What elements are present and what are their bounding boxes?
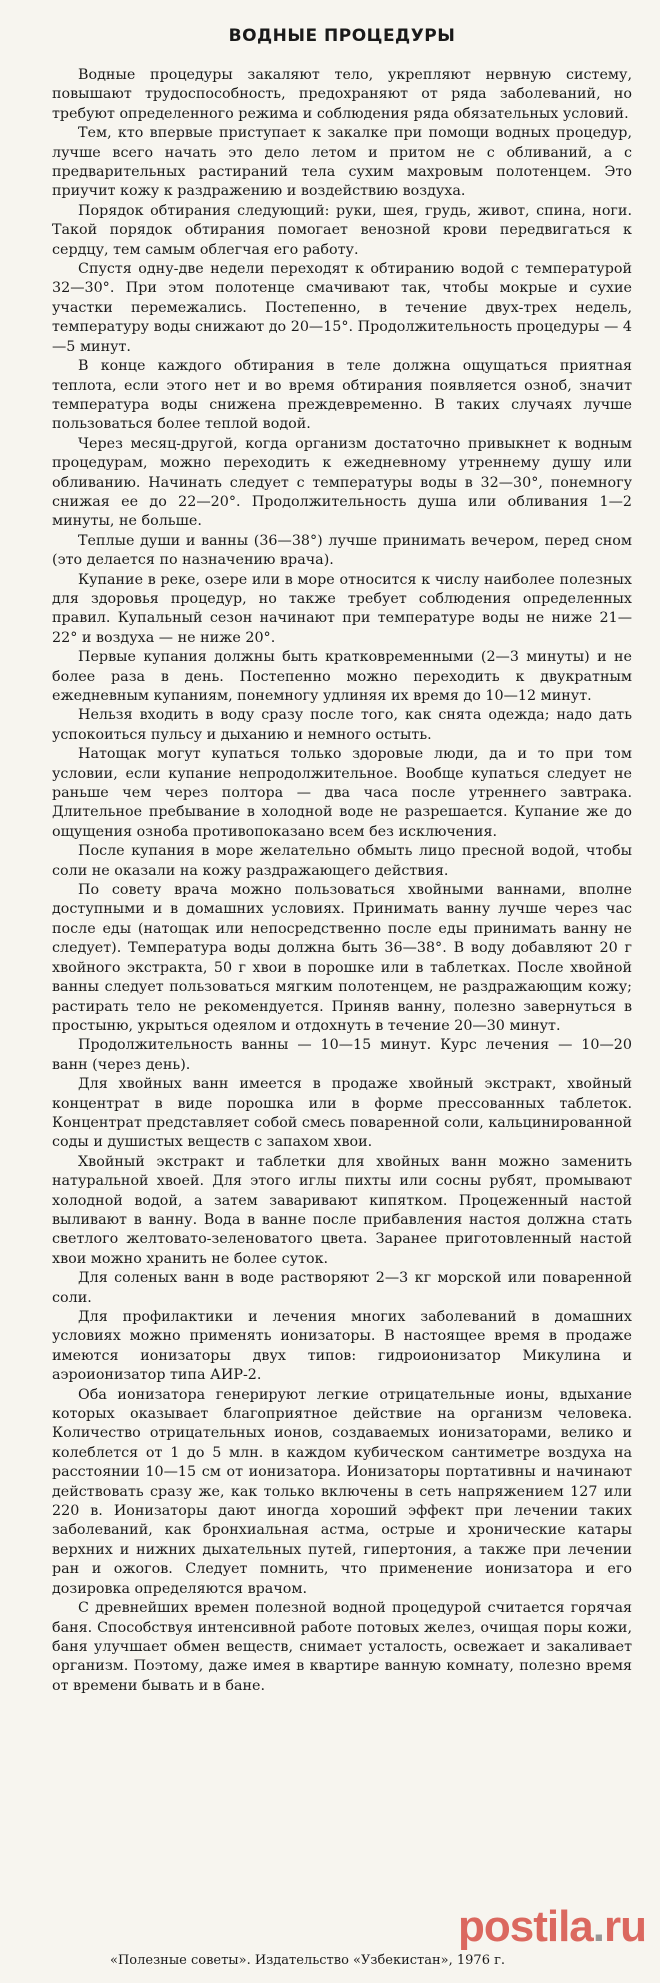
paragraph: Для профилактики и лечения многих заболеваний в домашних условиях можно применять ионизаторы. В настоящее время в продаже имеются ионизаторы двух типов: гидроионизатор Микулина и аэроионизатор типа АИР-2.	[52, 1309, 632, 1384]
paragraph: Для хвойных ванн имеется в продаже хвойный экстракт, хвойный концентрат в виде порошка или в форме прессованных таблеток. Концентрат представляет собой смесь поваренной соли, кальцинированной соды и душистых веществ с запахом хвои.	[52, 1076, 632, 1151]
paragraph: В конце каждого обтирания в теле должна ощущаться приятная теплота, если этого нет и во время обтирания появляется озноб, значит температура воды снижена преждевременно. В таких случаях лучше пользоваться более теплой водой.	[52, 358, 632, 433]
paragraph: Через месяц-другой, когда организм достаточно привыкнет к водным процедурам, можно переходить к ежедневному утреннему душу или обливанию. Начинать следует с температуры воды в 32—30°, понемногу снижая ее до 22—20°. Продолжительность душа или обливания 1—2 минуты, не больше.	[52, 435, 632, 530]
paragraph: Спустя одну-две недели переходят к обтиранию водой с температурой 32—30°. При этом полотенце смачивают так, чтобы мокрые и сухие участки перемежались. Постепенно, в течение двух-трех недель, температуру воды снижают до 20—15°. Продолжительность процедуры — 4—5 минут.	[52, 261, 632, 355]
paragraph: После купания в море желательно обмыть лицо пресной водой, чтобы соли не оказали на кожу раздражающего действия.	[52, 843, 632, 879]
article-body	[52, 66, 632, 1696]
paragraph: Для соленых ванн в воде растворяют 2—3 кг морской или поваренной соли.	[52, 1270, 632, 1306]
paragraph: Нельзя входить в воду сразу после того, как снята одежда; надо дать успокоиться пульсу и дыханию и немного остыть.	[52, 707, 632, 743]
paragraph: Теплые души и ванны (36—38°) лучше принимать вечером, перед сном (это делается по назначению врача).	[52, 532, 632, 569]
paragraph: Натощак могут купаться только здоровые люди, да и то при том условии, если купание непродолжительное. Вообще купаться следует не раньше чем через полтора — два часа после утреннего завтрака. Длительное пребывание в холодной воде не разрешается. Купание же до ощущения озноба противопоказано всем без исключения.	[52, 746, 632, 840]
paragraph: Порядок обтирания следующий: руки, шея, грудь, живот, спина, ноги. Такой порядок обтирания помогает венозной крови передвигаться к сердцу, тем самым облегчая его работу.	[52, 202, 632, 258]
page-title: ВОДНЫЕ ПРОЦЕДУРЫ	[228, 26, 456, 46]
source-citation: «Полезные советы». Издательство «Узбекистан», 1976 г.	[110, 1953, 506, 1968]
paragraph: Оба ионизатора генерируют легкие отрицательные ионы, вдыхание которых оказывает благоприятное действие на организм человека. Количество отрицательных ионов, создаваемых ионизаторами, велико и колеблется от 1 до 5 млн. в каждом кубическом сантиметре воздуха на расстоянии 10—15 см от ионизатора. Ионизаторы портативны и начинают действовать сразу же, как только включены в сеть напряжением 127 или 220 в. Ионизаторы дают иногда хороший эффект при лечении таких заболеваний, как бронхиальная астма, острые и хронические катары верхних и нижних дыхательных путей, гипертония, а также при лечении ран и ожогов. Следует помнить, что применение ионизатора и его дозировка определяются врачом.	[52, 1386, 632, 1597]
paragraph: Тем, кто впервые приступает к закалке при помощи водных процедур, лучше всего начать это дело летом и притом не с обливаний, а с предварительных растираний тела сухим махровым полотенцем. Это приучит кожу к раздражению и воздействию воздуха.	[52, 125, 632, 200]
paragraph: Продолжительность ванны — 10—15 минут. Курс лечения — 10—20 ванн (через день).	[52, 1037, 632, 1073]
paragraph: По совету врача можно пользоваться хвойными ваннами, вполне доступными и в домашних условиях. Принимать ванну лучше через час после еды (натощак или непосредственно после еды принимать ванну не следует). Температура воды должна быть 36—38°. В воду добавляют 20 г хвойного экстракта, 50 г хвои в порошке или в таблетках. После хвойной ванны следует пользоваться мягким полотенцем, не раздражающим кожу; растирать тело не рекомендуется. Приняв ванну, полезно завернуться в простыню, укрыться одеялом и отдохнуть в течение 20—30 минут.	[52, 882, 632, 1034]
paragraph: Хвойный экстракт и таблетки для хвойных ванн можно заменить натуральной хвоей. Для этого иглы пихты или сосны рубят, промывают холодной водой, а затем заваривают кипятком. Процеженный настой выливают в ванну. Вода в ванне после прибавления настоя должна стать светлого желтовато-зеленоватого цвета. Заранее приготовленный настой хвои можно хранить не более суток.	[52, 1153, 632, 1267]
watermark-text: postila	[457, 1902, 593, 1951]
watermark-suffix: ru	[604, 1902, 646, 1951]
watermark-dot: .	[592, 1902, 604, 1951]
paragraph: Купание в реке, озере или в море относится к числу наиболее полезных для здоровья процедур, но также требует соблюдения определенных правил. Купальный сезон начинают при температуре воды не ниже 21—22° и воздуха — не ниже 20°.	[52, 571, 632, 646]
paragraph: С древнейших времен полезной водной процедурой считается горячая баня. Способствуя интенсивной работе потовых желез, очищая поры кожи, баня улучшает обмен веществ, снимает усталость, освежает и закаливает организм. Поэтому, даже имея в квартире ванную комнату, полезно время от времени бывать и в бане.	[52, 1600, 632, 1694]
paragraph: Первые купания должны быть кратковременными (2—3 минуты) и не более раза в день. Постепенно можно переходить к двукратным ежедневным купаниям, понемногу удлиняя их время до 10—12 минут.	[52, 649, 632, 704]
paragraph: Водные процедуры закаляют тело, укрепляют нервную систему, повышают трудоспособность, предохраняют от ряда заболеваний, но требуют определенного режима и соблюдения ряда обязательных условий.	[52, 67, 632, 122]
watermark-logo	[458, 1902, 646, 1952]
